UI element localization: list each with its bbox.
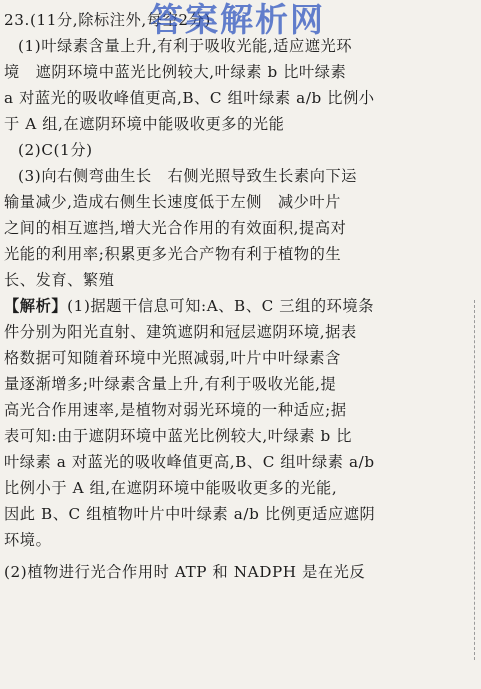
analysis-line: 高光合作用速率,是植物对弱光环境的一种适应;据 — [4, 401, 347, 419]
analysis-line: 量逐渐增多;叶绿素含量上升,有利于吸收光能,提 — [4, 375, 337, 393]
answer-line: 于 A 组,在遮阴环境中能吸收更多的光能 — [4, 115, 285, 133]
answer-line: 光能的利用率;积累更多光合产物有利于植物的生 — [4, 245, 342, 263]
answer-line: 输量减少,造成右侧生长速度低于左侧 减少叶片 — [4, 193, 341, 211]
analysis-line: 叶绿素 a 对蓝光的吸收峰值更高,B、C 组叶绿素 a/b — [4, 453, 375, 471]
analysis-line: (2)植物进行光合作用时 ATP 和 NADPH 是在光反 — [4, 563, 366, 581]
answer-line: (1)叶绿素含量上升,有利于吸收光能,适应遮光环 — [18, 37, 353, 55]
analysis-line: 格数据可知随着环境中光照减弱,叶片中叶绿素含 — [4, 349, 341, 367]
answer-line: a 对蓝光的吸收峰值更高,B、C 组叶绿素 a/b 比例小 — [4, 89, 375, 107]
answer-line: 长、发育、繁殖 — [4, 271, 115, 289]
analysis-line: 件分别为阳光直射、建筑遮阴和冠层遮阴环境,据表 — [4, 323, 357, 341]
page-edge-divider — [473, 300, 475, 660]
answer-line: 境 遮阴环境中蓝光比例较大,叶绿素 b 比叶绿素 — [4, 63, 347, 81]
answer-line: 之间的相互遮挡,增大光合作用的有效面积,提高对 — [4, 219, 347, 237]
analysis-line: 比例小于 A 组,在遮阴环境中能吸收更多的光能, — [4, 479, 338, 497]
analysis-line — [4, 294, 374, 318]
answer-line: (2)C(1分) — [18, 141, 93, 159]
analysis-label: 【解析】 — [4, 297, 68, 315]
analysis-line: 表可知:由于遮阴环境中蓝光比例较大,叶绿素 b 比 — [4, 427, 353, 445]
analysis-line: 环境。 — [4, 531, 52, 549]
answer-line: (3)向右侧弯曲生长 右侧光照导致生长素向下运 — [18, 167, 358, 185]
analysis-line: 因此 B、C 组植物叶片中叶绿素 a/b 比例更适应遮阴 — [4, 505, 376, 523]
watermark-logo: 答案解析网 — [150, 0, 325, 39]
analysis-text: (1)据题干信息可知:A、B、C 三组的环境条 — [67, 297, 374, 315]
question-header: 23.(11分,除标注外,每空2分) — [4, 11, 211, 29]
